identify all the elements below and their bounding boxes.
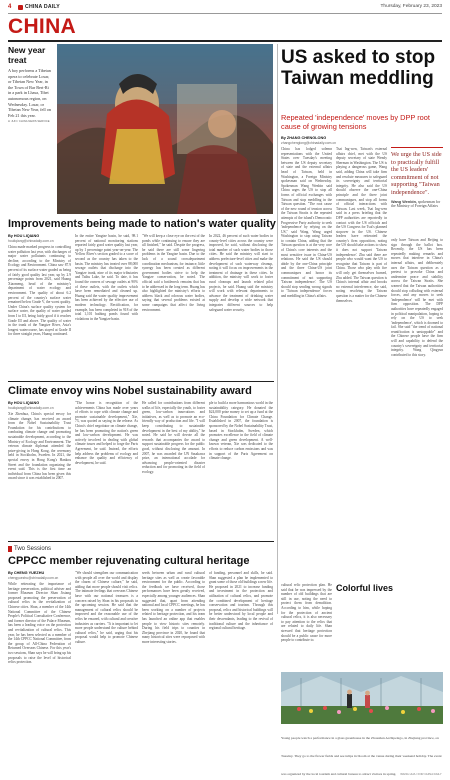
story-divider-2 [8, 541, 274, 542]
climate-col3: He called for contributions from different walks of life, especially the youth, to foster green, low-carbon innovations and initiatives, as well as to promote an eco-friendly way of production and life. "I will keep contributing to sustainable development in the best of my ability," he noted. He said he will devote all the rewards that accompanies the award to support sustainable progress for the public good, without disclosing the amount. In 2007, he was awarded the UN Sasakawa prize, an international accolade for advancing people-oriented disaster reduction and for promoting in the field of ecology. [142, 401, 205, 474]
sidebar-headline: New year treat [8, 45, 46, 65]
greenhouse-photo-icon [281, 672, 443, 724]
performer-photo-icon [57, 44, 273, 214]
masthead-rule [8, 13, 442, 14]
us-story-byline: By ZHANG CHENGLONG [281, 136, 327, 140]
us-story-email: zhangchenglong@chinadaily.com.cn [281, 141, 337, 145]
photo-credit: WANG HUA / FOR CHINA DAILY [400, 772, 442, 776]
paper-logo-icon [18, 5, 23, 10]
us-story-col3: only have Taiwan and Beijing to sign through the ballot box. Recently, the US has been repeatedly making remarks and moves that interfere in China's internal affairs, and deliberately uses the Taiwan question as a pretext to provoke China and undermine peace and stability across the Taiwan Straits. She warned that the Taiwan authorities should stop colluding with external forces, and any moves to seek 'independence' will be met with firm opposition. The DPP authorities have repeatedly engaged in political manipulation, hoping to rely on the US to seek 'independence', which is doomed to fail. She said "the trend of national reunification is unstoppable" and the Chinese people have the firm will and capability to defend the country's sovereignty and territorial integrity. Wang Qingyun contributed to this story. [391, 238, 443, 357]
quote-attr-role: spokesman for the Ministry of Foreign Affairs [391, 199, 441, 209]
climate-col1: Xie Zhenhua, China's special envoy for climate change, has received an award from the Nobel Sustainability Trust Foundation for his contributions to combating climate change and promoting sustainable development, according to the Ministry of Ecology and Environment. The veteran climate diplomat attended the prize-giving in Hong Kong, the ceremony held in Stockholm, Sweden. In 2021, the special envoy in Hong Kong's Hankou Street and the foundation organizing the event said. This is the first time an individual from China has been given this award since it was established in 2007. [8, 412, 71, 481]
lead-photo [57, 44, 273, 214]
us-story-col1: China has lodged solemn representations with the United States over Tuesday's meeting between the US deputy secretary of state and the external affairs head of Taiwan, held in Washington, a Foreign Ministry spokesman said on Wednesday. Spokesman Wang Wenbin said China urges the US to stop all forms of official exchanges with Taiwan and stop meddling in the Taiwan question. "The root cause of the new round of tension across the Taiwan Straits is the repeated attempts of the island's Democratic Progressive Party authority to seek 'independence' by relying on the US," said Wang. Wang urged Washington to stop using Taiwan to contain China, adding that the Taiwan question is at the very core of China's core interests and the most sensitive issue in China-US relations. He said the US should abide by the one-China principle and the three China-US joint communiques and honor its commitment of not supporting 'Taiwan independence'. The US should stop sending wrong signals to 'Taiwan independence' forces and meddling in China's affairs. [281, 147, 332, 298]
wetlands-col4: In 2022, 46 percent of such water bodies in county-level cities across the country were improved, he said, without disclosing the total number of such water bodies in those cities. He said the ministry will start to address prefecture-level cities and make the development of such waterway cleanup, noting it will focus on improvements in the treatment of drainage in these cities. In addition, the ministry will work to foster rural cleanups and launch related pilot projects, he said. Huang said the ministry will work with relevant departments to advance the treatment of drinking water supply and develop a wide network that integrates different sources to help safeguard water security. [209, 234, 273, 312]
vertical-divider [277, 44, 278, 614]
climate-byline: By HOU LIQIANG [8, 401, 40, 405]
wetlands-col1: China made marked progress in controlling water pollution last year, with discharges of major water pollutants continuing to decline, according to the Ministry of Ecology and Environment. China saw 87.9 percent of its surface water graded as being of fairly good quality last year, up by 2.9 percentage points from 2021, said Huang Xiaomeng, head of the ministry's department of water ecology and environment. The quality of about 6.2 percent of the country's surface water remained below Grade V, the worst quality. Under China's surface quality system for surface water, the quality of water graded from I to III, being fairly good if it reaches Grade III and above. The quality of water in the trunk of the Yangtze River, Asia's longest watercourse, has stayed at Grade II for three straight years, Huang continued. [8, 245, 71, 337]
heritage-col1: While reiterating the importance of heritage preservation, political adviser and former Museum Director Shan Jixiang proposed promoting the preservation of cultural relics in the revitalization of Chinese cities. Shan, a member of the 14th National Committee of the Chinese People's Political Consultative Conference, and former director of the Palace Museum, has been a leading voice on the protection and revitalization of cultural relics. This year, he has been selected as a member of the 14th CPPCC National Committee, from the group of All-China Federation of Returned Overseas Chinese. For this year's two sessions, Shan says he will bring up his proposals to raise the level of historical relics protection. [8, 582, 71, 665]
photo-headline: Colorful lives [336, 583, 394, 593]
story-divider-1 [8, 381, 274, 382]
heritage-col4: of funding, personnel and skills, he said. Shan suggested a plan be implemented to grant some of those old buildings a new life. He proposed in 2021 to increase funding and investment in the protection and utilization of cultural relics, and promote the combined development of heritage conservation and tourism. Through this proposal, relics and historical buildings will be better understood by local people and their descendants, leading to the revival of traditional culture and the inheritance of regional cultural heritage. [209, 571, 273, 631]
kicker-text: Two Sessions [14, 546, 52, 552]
us-story-headline: US asked to stop Taiwan meddling [281, 47, 436, 89]
wetlands-byline: By HOU LIQIANG [8, 234, 40, 238]
heritage-col5: cultural relic protection plan. He said that he was impressed by the number of old buildings that are still in use, noting the need to protect them from demolition. According to him, while hoping for the protection of ancient cultural relics, it is also necessary to pay attention to the relics that are related to daily life. Shan stressed that heritage protection should be a public cause for more people to contribute to. [281, 583, 332, 643]
photo-caption [281, 726, 443, 776]
quote-text: We urge the US side to practically fulfill the US leaders' commitment of not supporting "Taiwan independence". [391, 151, 442, 196]
photo-caption-body: Young people watch a performance in a glass greenhouse in the Zhoushan Archipelago, in Zhejiang province, on Tuesday. They go to the flower fields and see tulips in bloom at the venue during their weekend holiday. The event was organized by the local tourism and cultural bureau to attract visitors in spring. [281, 736, 442, 776]
wetlands-col2: In the entire Yangtze basin, he said, 98.1 percent of national monitoring stations reported fairly good water quality last year, up by 1 percentage point year-on-year. The Yellow River's section graded to a score of second as the country has taken to the basin. The ministry has treated over 88,000 sewage outlets that discharge into the Yangtze trunk, nine of its major tributaries and Taihu Lake, he said. To date, it has found the owners of sewage outlets at 90% of these outlets, with the outlets which have been remediated and cleaned up. Huang said the water quality improvement has been achieved by the effective use of modern technology. Rectification, for example, has been completed in 918 of the total 1,101 bathing ponds found with violations in the Yangtze basin. [75, 234, 138, 321]
date-line: Thursday, February 23, 2023 [380, 4, 442, 9]
sidebar-credit: LI JUN / CHINA NEWS SERVICE [8, 119, 50, 124]
sidebar-story [8, 46, 53, 216]
paper-name: CHINA DAILY [25, 4, 60, 10]
heritage-col3: seeds between urban and rural cultural heritage sites as well as create favorable environment for the public. According to the feedback we have received, those performances have been greatly received, especially among younger audiences. Shan suggested that, apart from attending national and local CPPCC meetings, he has been working on a number of projects related to heritage protection, and his team has launched an online app that enables people to view historic sites remotely. During his field trips to counties in Zhejiang province in 2020, he found that many historical sites were repurposed with more interesting stories. [142, 571, 205, 644]
wetlands-email: houliqiang@chinadaily.com.cn [8, 239, 54, 243]
us-story-col2: Tsai Ing-wen, Taiwan's external affairs chief, met with the US deputy secretary of state Wendy Sherman in Washington. The US is playing a dangerous game, Wang said, adding China will take firm and resolute measures to safeguard its sovereignty and territorial integrity. He also said the US should observe the one-China principle and the three joint communiques, and stop all forms of official interactions with Taiwan. Last week, Tsai Ing-wen said in a press briefing that the DPP authorities are reportedly in contact with the US officials and the US Congress for Tsai's planned stopover in the US. Chinese leaders have reiterated the country's firm opposition, noting the US should take actions to show it does not support 'Taiwan independence'. Zhu said there are people who would want the US to recognize that Taiwan is part of China. Those who play with fire will only get themselves burned, Zhu added. The Taiwan question is China's internal affair and brooks no external interference, she said, noting resolving the Taiwan question is a matter for the Chinese themselves. [336, 147, 387, 303]
page-number: 4 [8, 4, 12, 10]
climate-headline: Climate envoy wins Nobel sustainability award [8, 385, 252, 397]
sidebar-body: A boy performs a Tibetan opera to celebrate Losar, or Tibetan New Year, in the Town of Bar Beri-Ri in a park in Lhasa, Tibet autonomous region, on Wednesday. Losar, or Tibetan New Year, fell on Feb 21 this year. [8, 68, 51, 118]
us-story-pullquote [391, 147, 443, 237]
feature-photo [281, 672, 443, 724]
heritage-email: chengyuezhu@chinadaily.com.cn [8, 576, 59, 580]
section-title: CHINA [8, 15, 76, 38]
wetlands-col3: "We will keep a close eye on the rest of the ponds while continuing to ensure they are all finished," he said. Despite the progress, he said there are still some lingering problems in the Yangtze basin. Due to the lack of a sound crossdepartment coordination mechanism, for instance, little synergy has been created as different government bodies strive to help the Yangtze conservation, he noted. The official said a bottleneck remains that has to be addressed in the long term. Huang has also highlighted the ministry's efforts to address black and odorous water bodies, saying that several problems existed at some campaigns that affect the living environment. [142, 234, 205, 312]
climate-email: houliqiang@chinadaily.com.cn [8, 406, 54, 410]
us-story-subhead: Repeated 'independence' moves by DPP root cause of growing tensions [281, 113, 430, 131]
heritage-byline: By CHENG YUEZHU [8, 571, 45, 575]
kicker-bar-icon [8, 546, 12, 552]
quote-rule [391, 147, 443, 148]
quote-attr-name: Wang Wenbin, [391, 199, 417, 204]
wetlands-headline: Improvements being made to nation's water quality [8, 218, 276, 230]
section-rule [8, 40, 442, 42]
climate-col4: ple to build a more harmonious world in the sustainability category. He donated the $24,000 prize money to set up a fund at the China Foundation for Climate Change. Established in 2007, the foundation is sponsored by the Nobel Sustainability Trust, based in Stockholm, Sweden, which promotes excellence in the field of climate change and green development. A well-known veteran, Xie was dedicated to the efforts to reduce carbon emissions and was in support of the Paris Agreement on climate change. [209, 401, 273, 461]
heritage-headline: CPPCC member rejuvenating cultural heritage [8, 555, 250, 567]
heritage-col2: "We should strengthen our communication with people all over the world and display the charm of Chinese culture," he said, adding that more people should visit relics. The intimate feelings that overseas Chinese have with our national treasures is a concern raised by Shan in his proposals in the upcoming session. He said that the management of cultural relics should be improved and the reasonable use of the relics be ensured, with cultural and creative industries as carriers. "It is important to let more people understand the culture behind cultural relics," he said, urging that his proposal would help to promote Chinese culture. [75, 571, 138, 644]
climate-col2: "The honor is recognition of the achievements China has made over years of efforts to cope with climate change and promote sustainable development," Xie, 73, was quoted as saying in the release. As China's chief negotiator on climate change, he has been promoting the nation's green and low-carbon development. He was actively involved in dealing with global climate issues and helped to forge the Paris Agreement, he said. Instead, the efforts help address the problems of ecology and enhance the quality and efficiency of development, he said. [75, 401, 138, 465]
